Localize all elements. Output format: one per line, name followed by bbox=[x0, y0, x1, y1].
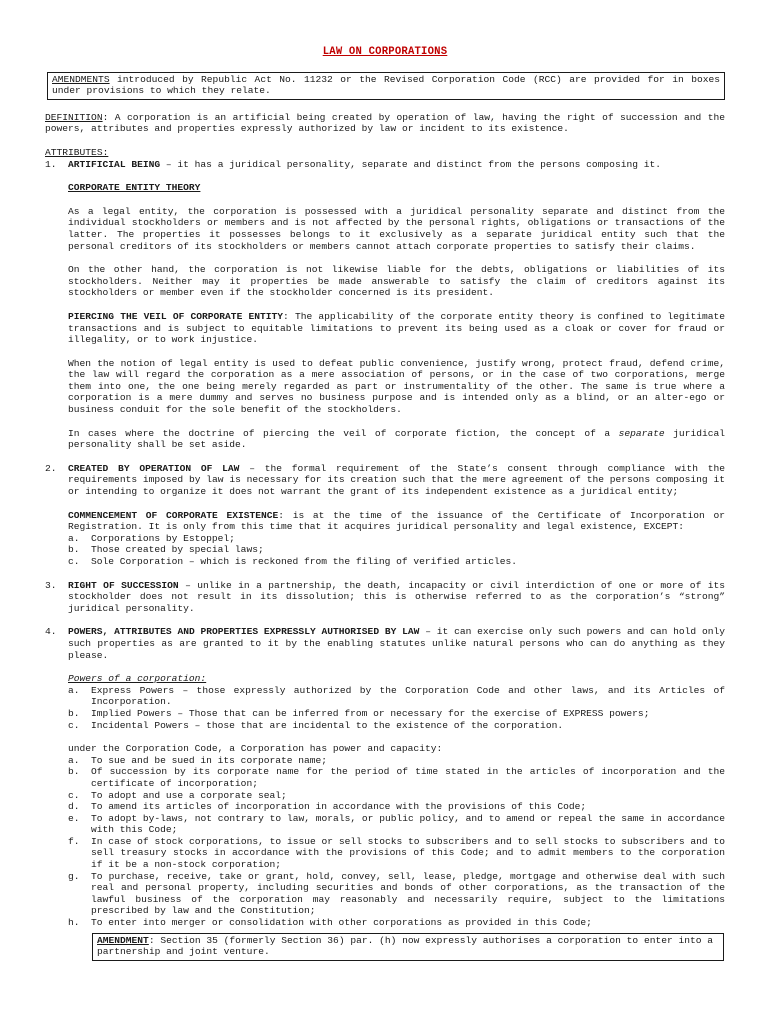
list-item bbox=[68, 836, 725, 871]
list-text: Implied Powers – Those that can be inferred from or necessary for the exercise of EXPRESS powers; bbox=[91, 707, 650, 719]
list-text: Express Powers – those expressly authorized by the Corporation Code and other laws, and its Articles of Incorporation. bbox=[91, 684, 725, 708]
list-text: To adopt by-laws, not contrary to law, morals, or public policy, and to amend or repeal the same in accordance with this Code; bbox=[91, 812, 725, 836]
amendments-label: AMENDMENTS bbox=[52, 73, 110, 85]
attributes-label: ATTRIBUTES: bbox=[45, 146, 109, 158]
list-marker: h. bbox=[68, 917, 80, 929]
list-item bbox=[68, 790, 725, 802]
attribute-item-4 bbox=[45, 626, 725, 661]
amendments-text: introduced by Republic Act No. 11232 or the Revised Corporation Code (RCC) are provided for in boxes under provisions to which they relate. bbox=[52, 73, 720, 97]
item-heading: CREATED BY OPERATION OF LAW bbox=[68, 462, 240, 474]
list-text: To sue and be sued in its corporate name; bbox=[91, 754, 328, 766]
commencement-paragraph bbox=[68, 510, 725, 533]
item-number: 2. bbox=[45, 462, 57, 474]
item-text: – it can exercise only such powers and can hold only such properties as are granted to it by the enabling statutes unlike natural persons who can do anything as they please. bbox=[68, 626, 725, 661]
definition-paragraph bbox=[45, 112, 725, 135]
list-text: Incidental Powers – those that are incidental to the existence of the corporation. bbox=[91, 719, 564, 731]
list-item bbox=[68, 708, 725, 720]
item-text: – it has a juridical personality, separate and distinct from the persons composing it. bbox=[160, 158, 662, 170]
list-item bbox=[68, 917, 725, 929]
document-title: LAW ON CORPORATIONS bbox=[322, 46, 448, 58]
entity-theory-paragraph-2: On the other hand, the corporation is not likewise liable for the debts, obligations or liabilities of its stockholders. Neither may it properties be made answerable to satisfy the claim of creditors against its stockholders or member even if the stockholder concerned is its president. bbox=[68, 264, 725, 299]
entity-theory-paragraph-1: As a legal entity, the corporation is possessed with a juridical personality separate and distinct from the individual stockholders or members and is not affected by the personal rights, obligations or transactions of the latter. The properties it possesses belongs to it exclusively as a separate juridical entity such that the personal creditors of its stockholders or members cannot attach corporate properties to satisfy their claims. bbox=[68, 205, 725, 252]
list-marker: d. bbox=[68, 801, 80, 813]
piercing-text: : The applicability of the corporate entity theory is confined to legitimate transactions and is subject to equitable limitations to prevent its being used as a cloak or cover for fraud or illegality, or to work injustice. bbox=[68, 310, 725, 346]
item-number: 3. bbox=[45, 579, 57, 591]
item-heading: ARTIFICIAL BEING bbox=[68, 158, 161, 170]
list-marker: b. bbox=[68, 766, 80, 778]
list-item bbox=[68, 533, 725, 545]
piercing-paragraph bbox=[68, 311, 725, 346]
attribute-item-1 bbox=[45, 159, 725, 171]
corporate-entity-theory-heading: CORPORATE ENTITY THEORY bbox=[68, 182, 201, 194]
powers-heading: Powers of a corporation: bbox=[68, 673, 207, 685]
legal-entity-paragraph: When the notion of legal entity is used to defeat public convenience, justify wrong, protect fraud, defend crime, the law will regard the corporation as a mere association of persons, or in the case of two corporations, merge them into one, the one being merely regarded as part or instrumentality of the other. The same is true where a corporation is a mere dummy and serves no business purpose and is intended only as a blind, or an alter-ego or business conduit for the sole benefit of the stockholders. bbox=[68, 357, 725, 416]
amendments-box bbox=[47, 72, 725, 100]
code-powers-intro: under the Corporation Code, a Corporation has power and capacity: bbox=[68, 743, 443, 755]
list-marker: f. bbox=[68, 835, 80, 847]
list-marker: c. bbox=[68, 719, 80, 731]
list-text: To enter into merger or consolidation with other corporations as provided in this Code; bbox=[91, 917, 592, 929]
list-marker: b. bbox=[68, 707, 80, 719]
item-heading: POWERS, ATTRIBUTES AND PROPERTIES EXPRESSLY AUTHORISED BY LAW bbox=[68, 626, 420, 638]
item-heading: RIGHT OF SUCCESSION bbox=[68, 579, 179, 591]
definition-text: : A corporation is an artificial being created by operation of law, having the right of succession and the powers, attributes and properties expressly authorized by law or incident to its existence. bbox=[45, 111, 725, 135]
item-number: 1. bbox=[45, 158, 57, 170]
item-text: – unlike in a partnership, the death, incapacity or civil interdiction of one or more of its stockholder does not result in its dissolution; this is otherwise referred to as the corporation’s “strong” juridical personality. bbox=[68, 579, 725, 614]
list-text: Sole Corporation – which is reckoned from the filing of verified articles. bbox=[91, 556, 518, 567]
list-item bbox=[68, 544, 725, 556]
item-text: – the formal requirement of the State’s consent through compliance with the requirements imposed by law is necessary for its creation such that the mere agreement of the persons composing it or intending to organize it does not warrant the grant of its independent existence as a juridical entity; bbox=[68, 462, 725, 498]
item-number: 4. bbox=[45, 626, 57, 638]
list-text: Those created by special laws; bbox=[91, 544, 264, 556]
doctrine-text-a: In cases where the doctrine of piercing the veil of corporate fiction, the concept of a bbox=[68, 427, 619, 439]
list-item bbox=[68, 720, 725, 732]
attribute-item-2 bbox=[45, 463, 725, 498]
list-item bbox=[68, 556, 725, 568]
amendment-label: AMENDMENT bbox=[97, 934, 149, 946]
list-marker: a. bbox=[68, 532, 80, 544]
list-text: To purchase, receive, take or grant, hold, convey, sell, lease, pledge, mortgage and otherwise deal with such real and personal property, including securities and bonds of other corporations, as the transaction of the lawful business of the corporation may reasonably and necessarily require, subject to the limitations prescribed by law and the Constitution; bbox=[91, 870, 725, 917]
list-item bbox=[68, 755, 725, 767]
definition-label: DEFINITION bbox=[45, 111, 103, 123]
list-marker: c. bbox=[68, 556, 80, 567]
doctrine-text-italic: separate bbox=[618, 427, 665, 439]
list-marker: a. bbox=[68, 684, 80, 696]
commencement-label: COMMENCEMENT OF CORPORATE EXISTENCE bbox=[68, 509, 279, 521]
list-item bbox=[68, 766, 725, 789]
list-item bbox=[68, 813, 725, 836]
list-item bbox=[68, 801, 725, 813]
commencement-text: : is at the time of the issuance of the Certificate of Incorporation or Registration. It is only from this time that it acquires juridical personality and legal existence, EXCEPT: bbox=[68, 509, 725, 533]
list-item bbox=[68, 685, 725, 708]
list-marker: b. bbox=[68, 544, 80, 556]
list-marker: a. bbox=[68, 754, 80, 766]
amendment-box-section-35 bbox=[92, 933, 724, 961]
document-page bbox=[45, 40, 725, 961]
list-marker: g. bbox=[68, 870, 80, 882]
list-marker: e. bbox=[68, 812, 80, 824]
list-marker: c. bbox=[68, 789, 80, 801]
list-text: To amend its articles of incorporation in accordance with the provisions of this Code; bbox=[91, 801, 587, 813]
doctrine-text-c: juridical personality shall be set aside. bbox=[68, 427, 725, 451]
list-text: To adopt and use a corporate seal; bbox=[91, 789, 287, 801]
piercing-label: PIERCING THE VEIL OF CORPORATE ENTITY bbox=[68, 310, 284, 322]
list-text: Corporations by Estoppel; bbox=[91, 532, 235, 544]
list-text: In case of stock corporations, to issue or sell stocks to subscribers and to sell stocks to subscribers and to sell treasury stocks in accordance with the provisions of this Code; and to admit members to the corporation if it be a non-stock corporation; bbox=[91, 835, 725, 871]
list-text: Of succession by its corporate name for the period of time stated in the articles of incorporation and the certificate of incorporation; bbox=[91, 766, 725, 789]
doctrine-paragraph bbox=[68, 428, 725, 451]
attribute-item-3 bbox=[45, 580, 725, 615]
list-item bbox=[68, 871, 725, 917]
amendment-text: : Section 35 (formerly Section 36) par. (h) now expressly authorises a corporation to enter into a partnership and joint venture. bbox=[97, 934, 714, 958]
